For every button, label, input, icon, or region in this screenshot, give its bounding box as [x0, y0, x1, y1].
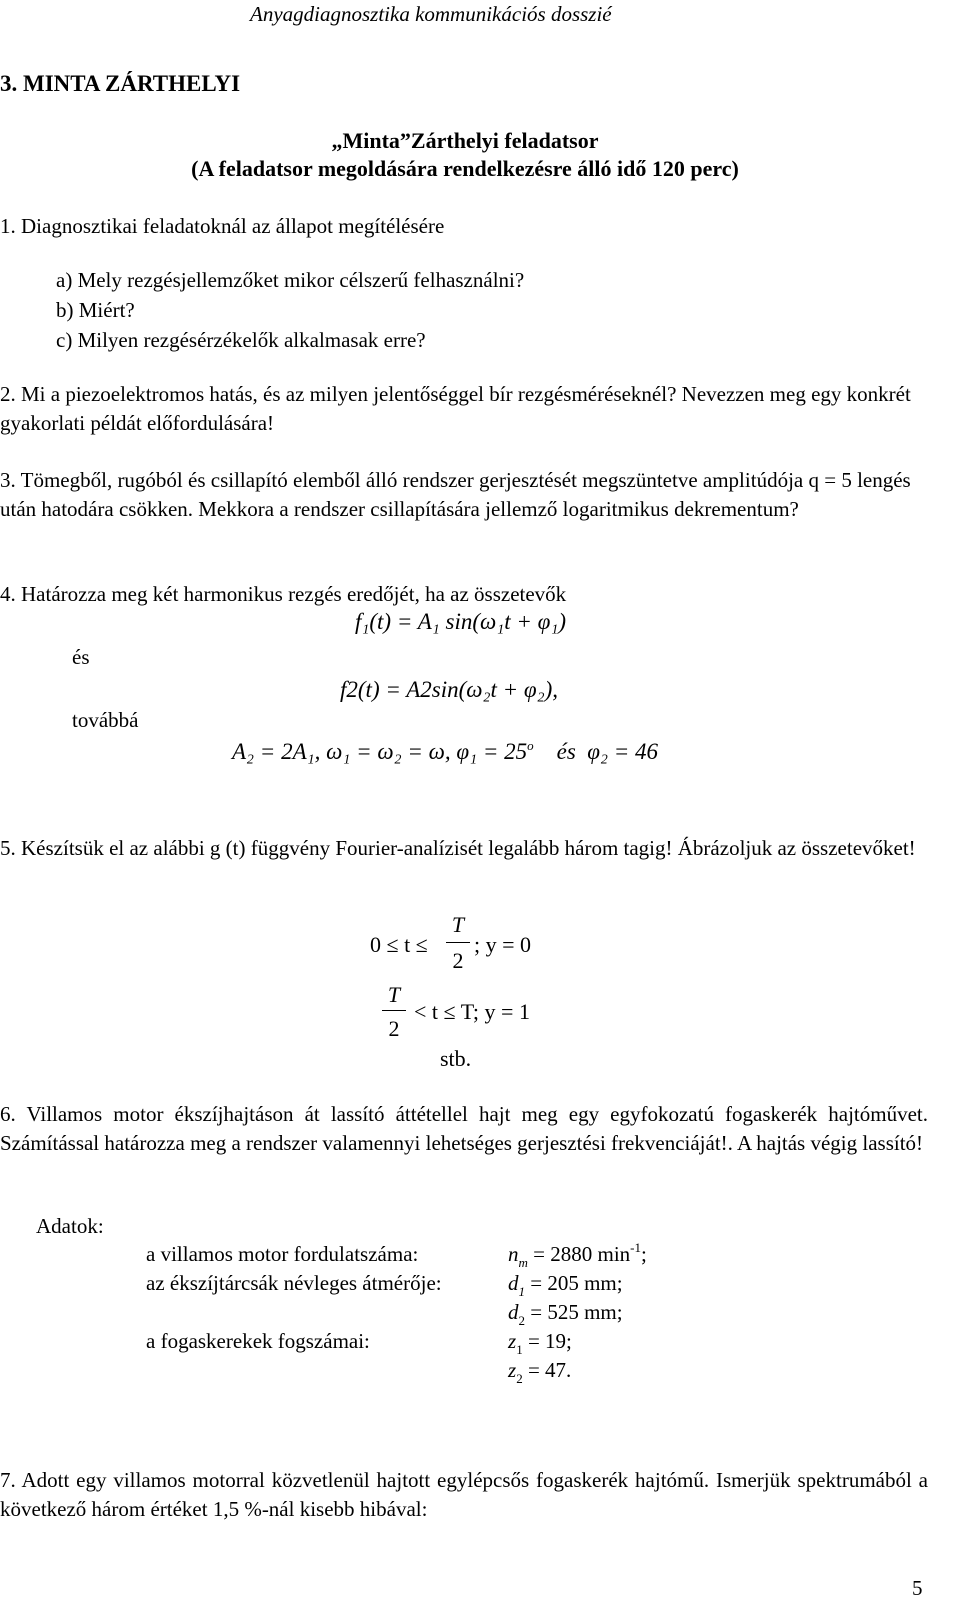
question-1-item-a: a) Mely rezgésjellemzőket mikor célszerű felhasználni?	[56, 268, 525, 292]
data-row-value: $n_m = 2880$ $\min^{-1}$;	[508, 1240, 647, 1270]
piecewise-stb: stb.	[440, 1046, 472, 1071]
conditions-left: A₂ = 2A₁, ω₁ = ω₂ = ω, φ₁ = 25	[232, 739, 528, 764]
question-7: 7. Adott egy villamos motorral közvetlenül hajtott egylépcsős fogaskerék hajtómű. Ismerjük spektrumából a következő három értéket 1,5 %-nál kisebb hibával:	[0, 1468, 928, 1521]
piecewise-row-2-frac-bar	[382, 1010, 406, 1011]
conditions-es: és	[556, 739, 576, 764]
data-row-label: az ékszíjtárcsák névleges átmérője:	[146, 1271, 442, 1295]
question-1-item-b: b) Miért?	[56, 298, 135, 322]
piecewise-row-1-frac-num: T	[451, 912, 465, 937]
question-3: 3. Tömegből, rugóból és csillapító elemből álló rendszer gerjesztését megszüntetve amplitúdója q = 5 lengés után hatodára csökken. Mekkora a rendszer csillapítására jellemző logaritmikus dekrementum?	[0, 468, 911, 521]
running-header: Anyagdiagnosztika kommunikációs dosszié	[250, 2, 612, 26]
question-4: 4. Határozza meg két harmonikus rezgés eredőjét, ha az összetevők	[0, 582, 567, 606]
question-1: 1. Diagnosztikai feladatoknál az állapot megítélésére	[0, 214, 445, 238]
section-title: 3. MINTA ZÁRTHELYI	[0, 71, 241, 96]
question-6: 6. Villamos motor ékszíjhajtáson át lassító áttétellel hajt meg egy egyfokozatú fogaskerék hajtóművet. Számítással határozza meg a rendszer valamennyi lehetséges gerjesztési frekvenciáját!. A hajtás végig lassító!	[0, 1102, 928, 1155]
exam-title: „Minta”Zárthelyi feladatsor	[331, 128, 599, 153]
data-row-value: $d_1 = 205$ mm;	[508, 1271, 623, 1299]
piecewise-row-2-suffix: < t ≤ T; y = 1	[414, 999, 530, 1024]
equation-f1: f₁(t) = A₁ sin(ω₁t + φ₁)	[355, 609, 567, 634]
exam-subtitle: (A feladatsor megoldására rendelkezésre álló idő 120 perc)	[191, 156, 739, 181]
conditions-right: φ₂ = 46	[587, 739, 659, 764]
data-row-value: $z_1 = 19$;	[508, 1329, 572, 1357]
data-row-label: a fogaskerekek fogszámai:	[146, 1329, 370, 1353]
data-row-value: $d_2 = 525$ mm;	[508, 1300, 623, 1328]
piecewise-row-1-prefix: 0 ≤ t ≤	[370, 932, 428, 957]
label-es: és	[72, 645, 90, 669]
piecewise-row-1-suffix: ; y = 0	[474, 932, 532, 957]
equation-conditions	[232, 738, 658, 766]
label-tovabba: továbbá	[72, 708, 139, 732]
question-5: 5. Készítsük el az alábbi g (t) függvény Fourier-analízisét legalább három tagig! Ábrázoljuk az összetevőket!	[0, 836, 916, 860]
page-number: 5	[912, 1576, 923, 1600]
question-1-item-c: c) Milyen rezgésérzékelők alkalmasak erre?	[56, 328, 426, 352]
piecewise-row-1-frac-bar	[446, 942, 470, 943]
equation-f2: f2(t) = A2sin(ω₂t + φ₂),	[340, 677, 559, 702]
degree-sign: o	[527, 738, 534, 753]
data-row-value: $z_2 = 47$.	[508, 1358, 572, 1386]
piecewise-row-2-frac-den: 2	[388, 1016, 400, 1041]
piecewise-row-2-frac-num: T	[387, 982, 401, 1007]
piecewise-row-1-frac-den: 2	[452, 948, 464, 973]
data-heading: Adatok:	[36, 1214, 104, 1238]
question-2: 2. Mi a piezoelektromos hatás, és az milyen jelentőséggel bír rezgésméréseknél? Nevezzen meg egy konkrét gyakorlati példát előfordulására!	[0, 382, 911, 435]
data-row-label: a villamos motor fordulatszáma:	[146, 1242, 419, 1266]
